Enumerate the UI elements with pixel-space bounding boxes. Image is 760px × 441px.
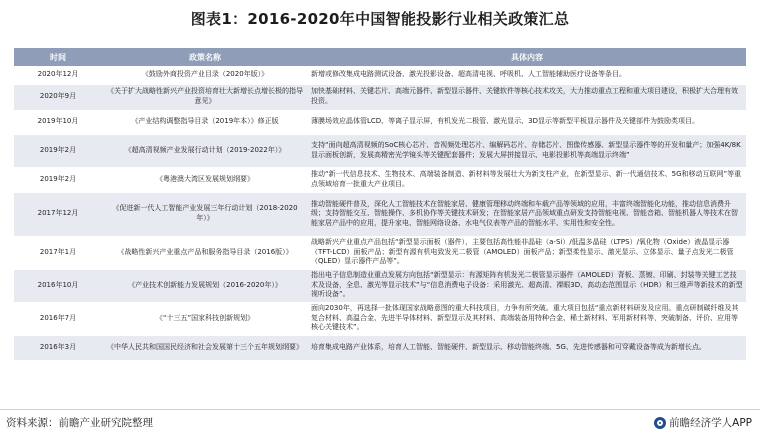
row-policy-name: 《促进新一代人工智能产业发展三年行动计划（2018-2020 年）》 xyxy=(102,192,308,236)
table-row xyxy=(14,269,746,302)
table-header-row xyxy=(14,48,746,66)
row-policy-name: 《产业结构调整指导目录（2019年本）》修正版 xyxy=(102,110,308,134)
row-content: 推动智能硬件普及，深化人工智能技术在智能家居、健康管理移动终端和车载产品等领域的应用，丰富终端智能化功能，推动信息消费升级；支持智能交互、智能操作、多机协作等关键技术研发；在智能家居产品领域重点研发支持智能电视、智能音箱、智能机器人等技术在智能家居产品中的应用，提升家电、智能网络设备、水电气仪表等产品的智能水平、实用性和安全性。 xyxy=(308,192,746,236)
header-content: 具体内容 xyxy=(308,48,746,66)
footer-divider xyxy=(0,409,760,410)
row-content: 新增或修改集成电路测试设备、激光投影设备、超高清电视、呼吸机、人工智能辅助医疗设备等条目。 xyxy=(308,66,746,84)
row-date: 2020年12月 xyxy=(14,66,102,84)
row-policy-name: 《关于扩大战略性新兴产业投资培育壮大新增长点增长极的指导意见》 xyxy=(102,84,308,110)
brand-name: 前瞻经济学人APP xyxy=(669,417,752,429)
brand-logo-icon xyxy=(654,417,666,429)
header-date: 时间 xyxy=(14,48,102,66)
row-policy-name: 《鼓励外商投资产业目录（2020年版）》 xyxy=(102,66,308,84)
row-policy-name: 《中华人民共和国国民经济和社会发展第十三个五年规划纲要》 xyxy=(102,335,308,360)
table-row xyxy=(14,110,746,134)
row-content: 推动“新一代信息技术、生物技术、高端装备制造、新材料等发展壮大为新支柱产业，在新型显示、新一代通信技术、5G和移动互联网”等重点领域培育一批重大产业项目。 xyxy=(308,167,746,192)
brand-credit xyxy=(654,413,752,433)
row-content: 战略新兴产业重点产品包括“新型显示面板（器件），主要包括高性能非晶硅（a-Si）/低温多晶硅（LTPS）/氧化物（Oxide）液晶显示器（TFT-LCD）面板产品；新型有源有机电致发光二极管（AMOLED）面板产品；新型柔性显示、激光显示、立体显示、量子点发光二极管（QLED）显示器件产品等”。 xyxy=(308,236,746,269)
row-date: 2017年12月 xyxy=(14,192,102,236)
row-date: 2019年10月 xyxy=(14,110,102,134)
table-row xyxy=(14,236,746,269)
source-note: 资料来源：前瞻产业研究院整理 xyxy=(6,417,153,429)
header-policy-name: 政策名称 xyxy=(102,48,308,66)
row-content: 培育集成电路产业体系，培育人工智能、智能硬件、新型显示、移动智能终端、5G、先进传感器和可穿戴设备等成为新增长点。 xyxy=(308,335,746,360)
table-row xyxy=(14,84,746,110)
row-content: 支持“面向超高清视频的SoC核心芯片、音视频处理芯片、编解码芯片、存储芯片、图像传感器、新型显示器件等的开发和量产；加强4K/8K显示面板创新，发展高精密光学镜头等关键配套器件；发展大屏拼接显示、电影投影机等高端显示终端” xyxy=(308,134,746,167)
table-row xyxy=(14,335,746,360)
row-content: 加快基础材料、关键芯片、高端元器件、新型显示器件、关键软件等核心技术攻关，大力推动重点工程和重大项目建设，积极扩大合理有效投资。 xyxy=(308,84,746,110)
table-row xyxy=(14,66,746,84)
figure-title: 图表1：2016-2020年中国智能投影行业相关政策汇总 xyxy=(190,10,570,28)
row-date: 2017年1月 xyxy=(14,236,102,269)
row-date: 2019年2月 xyxy=(14,167,102,192)
row-policy-name: 《超高清视频产业发展行动计划（2019-2022年）》 xyxy=(102,134,308,167)
row-policy-name: 《粤港澳大湾区发展规划纲要》 xyxy=(102,167,308,192)
table-row xyxy=(14,167,746,192)
row-content: 面向2030年，再选择一批体现国家战略意图的重大科技项目，力争有所突破。重大项目包括“重点新材料研发及应用。重点研制碳纤维及其复合材料、高温合金、先进半导体材料、新型显示及其材料、高端装备用特种合金、稀土新材料、军用新材料等，突破制备、评价、应用等核心关键技术”。 xyxy=(308,302,746,335)
table-row xyxy=(14,134,746,167)
row-content: 指出电子信息制造业重点发展方向包括“新型显示：有源矩阵有机发光二极管显示器件（AMOLED）背板、蒸镀、印刷、封装等关键工艺技术及设备，全息、激光等显示技术”与“信息消费电子设备：采用激光、超高清、裸眼3D、高动态范围显示（HDR）和三维声等新技术的新型视听设备”。 xyxy=(308,269,746,302)
row-date: 2016年7月 xyxy=(14,302,102,335)
table-row xyxy=(14,302,746,335)
row-content: 薄膜场效应晶体管LCD、等离子显示屏，有机发光二极管、激光显示、3D显示等新型平板显示器件及关键部件为鼓励类项目。 xyxy=(308,110,746,134)
row-policy-name: 《“十三五”国家科技创新规划》 xyxy=(102,302,308,335)
row-date: 2020年9月 xyxy=(14,84,102,110)
row-policy-name: 《产业技术创新能力发展规划（2016-2020年）》 xyxy=(102,269,308,302)
row-date: 2016年3月 xyxy=(14,335,102,360)
table-row xyxy=(14,192,746,236)
row-date: 2019年2月 xyxy=(14,134,102,167)
policy-table xyxy=(14,48,746,361)
row-date: 2016年10月 xyxy=(14,269,102,302)
row-policy-name: 《战略性新兴产业重点产品和服务指导目录（2016版）》 xyxy=(102,236,308,269)
